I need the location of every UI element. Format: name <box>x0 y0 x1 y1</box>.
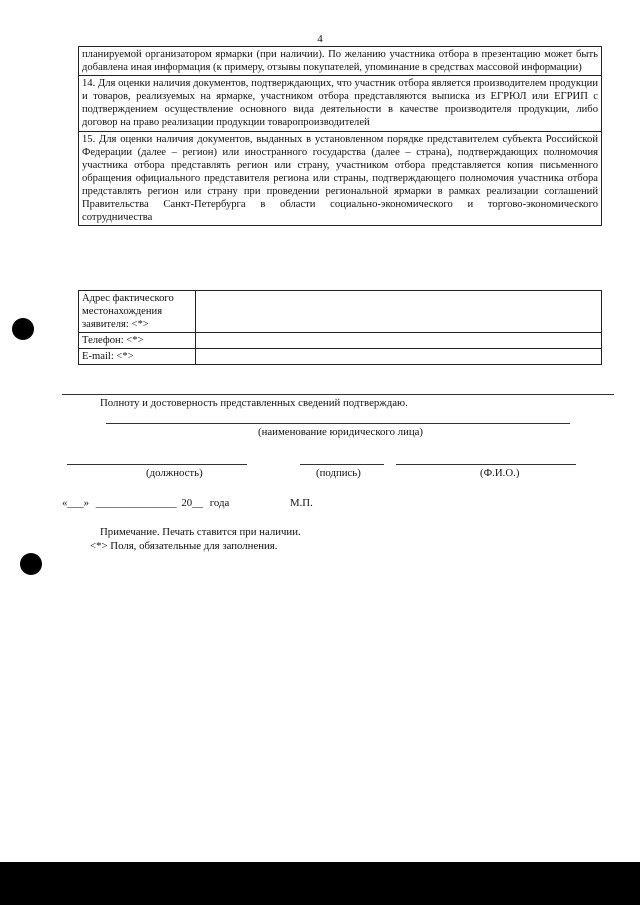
required-note: <*> Поля, обязательные для заполнения. <box>90 540 278 552</box>
email-label: E-mail: <*> <box>79 349 196 365</box>
confirmation-text: Полноту и достоверность представленных сведений подтверждаю. <box>100 397 408 409</box>
stamp-label: М.П. <box>290 497 313 509</box>
fio-caption: (Ф.И.О.) <box>480 467 520 479</box>
phone-row <box>79 333 602 349</box>
address-row <box>79 291 602 333</box>
signature-line[interactable] <box>300 464 384 465</box>
fio-line[interactable] <box>396 464 576 465</box>
date-line[interactable] <box>62 497 229 510</box>
date-day-blank[interactable]: ___ <box>67 497 84 509</box>
phone-label: Телефон: <*> <box>79 333 196 349</box>
note-text: Примечание. Печать ставится при наличии. <box>100 526 301 538</box>
email-row <box>79 349 602 365</box>
criteria-table <box>78 46 602 226</box>
separator-line <box>62 394 614 395</box>
punch-hole <box>12 318 34 340</box>
position-caption: (должность) <box>146 467 203 479</box>
criteria-row-14: 14. Для оценки наличия документов, подтверждающих, что участник отбора является производителем продукции и товаров, реализуемых на ярмарке, участником отбора представляются выписка из ЕГРЮЛ или ЕГРИП с подтверждением осуществление основного вида деятельности в качестве производителя продукции, либо договор на право реализации продукции товаропроизводителей <box>78 76 602 131</box>
scan-border <box>0 862 640 905</box>
criteria-row-13-cont: планируемой организатором ярмарки (при наличии). По желанию участника отбора в презентацию может быть добавлена иная информация (к примеру, отзывы покупателей, упоминание в средствах массовой информации) <box>78 46 602 76</box>
address-label: Адрес фактического местонахождения заявителя: <*> <box>79 291 196 333</box>
punch-hole <box>20 553 42 575</box>
contacts-table <box>78 290 602 365</box>
position-line[interactable] <box>67 464 247 465</box>
date-close-quote: » <box>83 497 90 509</box>
entity-name-caption: (наименование юридического лица) <box>258 426 424 438</box>
page-number: 4 <box>317 33 323 45</box>
signature-caption: (подпись) <box>316 467 361 479</box>
date-year-suffix: года <box>209 497 230 509</box>
entity-name-line[interactable] <box>106 423 570 424</box>
email-field[interactable] <box>196 349 602 365</box>
date-open-quote: « <box>62 497 68 509</box>
address-field[interactable] <box>196 291 602 333</box>
criteria-row-15: 15. Для оценки наличия документов, выданных в установленном порядке представителем субъекта Российской Федерации (далее – регион) или иностранного государства (далее – страна), подтверждающих полномочия участника отбора представлять регион или страну, участником отбора представляется копия письменного обращения официального представителя региона или страны, подтверждающего полномочия участника отбора представлять регион или страну при проведении региональной ярмарки в рамках реализации соглашений Правительства Санкт-Петербурга в области социально-экономического и торгово-экономического сотрудничества <box>78 132 602 227</box>
date-month-blank[interactable]: _______________ <box>95 497 177 509</box>
date-year-prefix: 20 <box>181 497 193 509</box>
phone-field[interactable] <box>196 333 602 349</box>
date-year-blank[interactable]: __ <box>192 497 203 509</box>
